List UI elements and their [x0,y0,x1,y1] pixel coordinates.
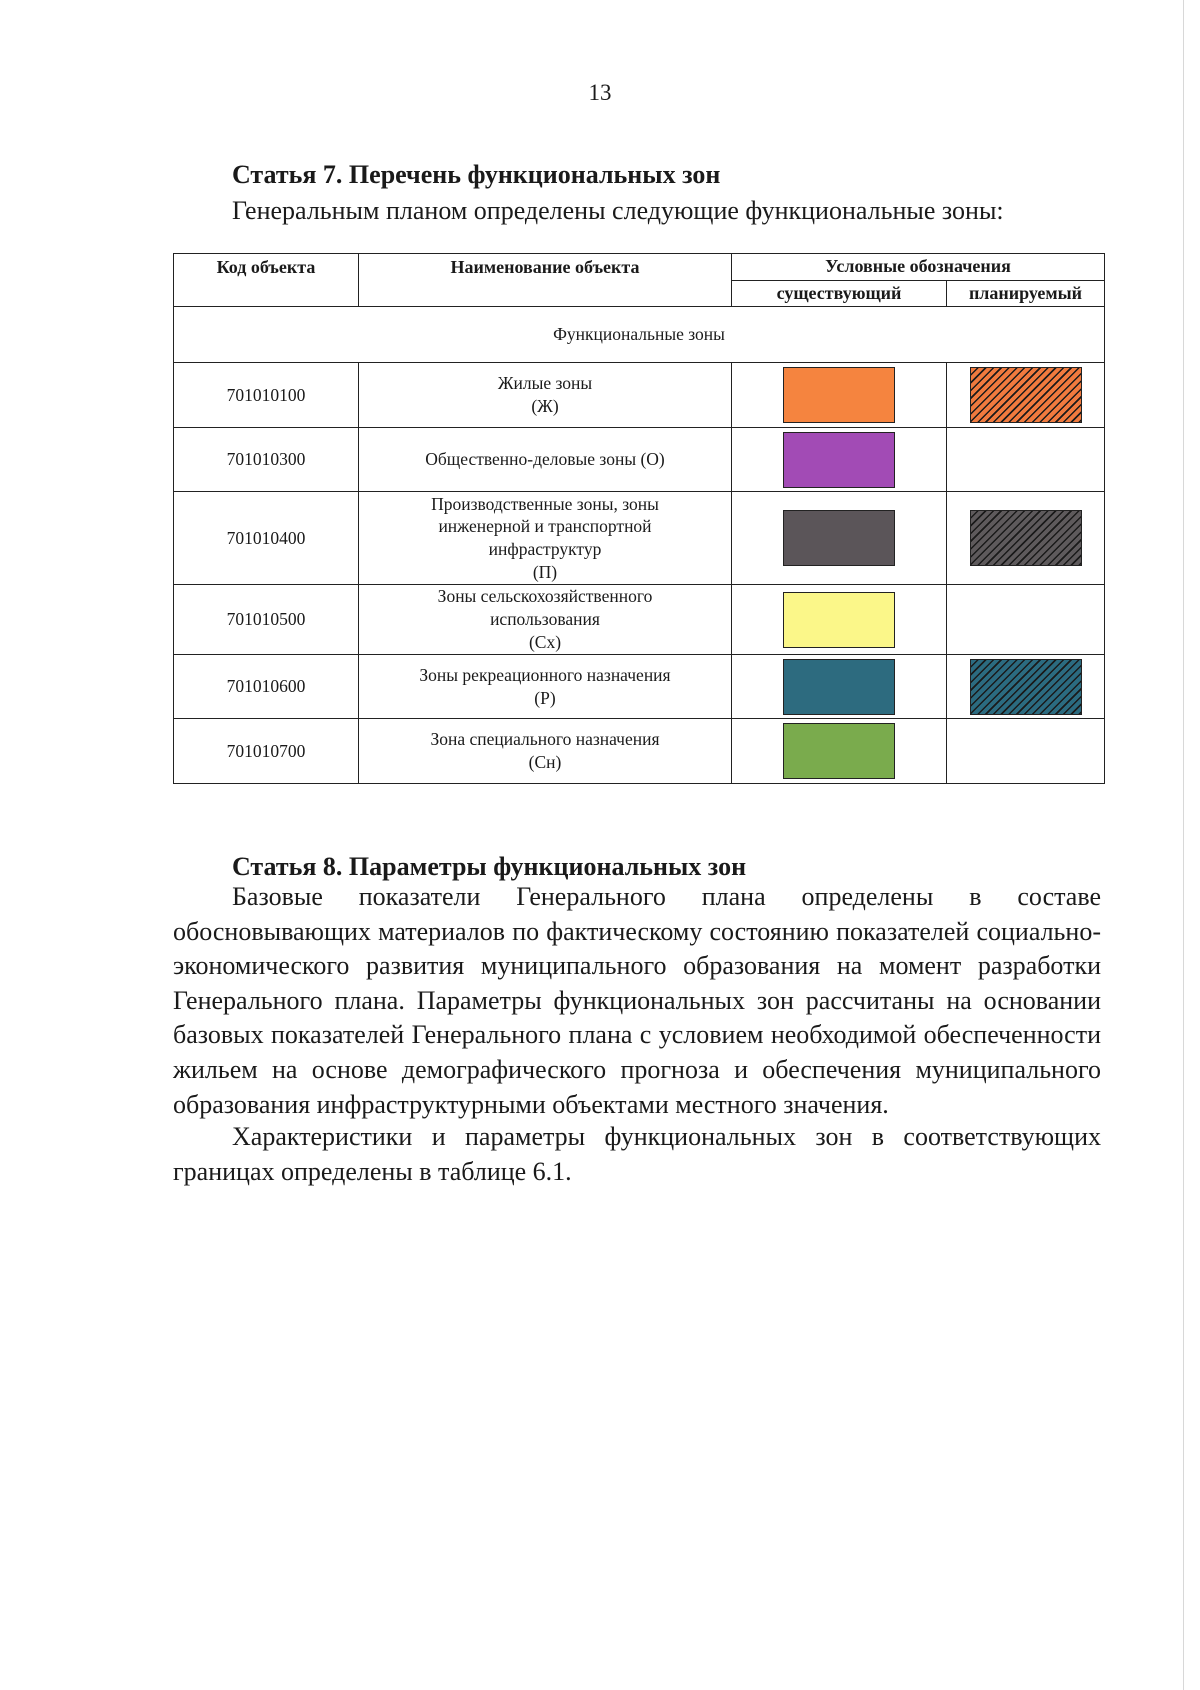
table-row [174,492,1105,585]
table-row [174,585,1105,655]
existing-zone-swatch [783,510,895,566]
existing-symbol-cell [732,655,947,719]
planned-symbol-cell [947,655,1105,719]
existing-zone-swatch [783,659,895,715]
functional-zones-table [173,253,1105,784]
existing-symbol-cell [732,363,947,428]
existing-symbol-cell [732,719,947,784]
page-number: 13 [588,80,612,105]
table-row [174,719,1105,784]
planned-symbol-cell [947,363,1105,428]
table-row [174,655,1105,719]
article-7-intro: Генеральным планом определены следующие функциональные зоны: [232,196,1004,225]
article-8-paragraph-2: Характеристики и параметры функциональных зон в соответствующих границах определены в таблице 6.1. [173,1122,1101,1186]
zone-code: 701010500 [174,585,359,655]
article-7-title: Статья 7. Перечень функциональных зон [232,160,721,189]
zone-name: Производственные зоны, зоны инженерной и транспортной инфраструктур (П) [359,492,732,585]
existing-symbol-cell [732,428,947,492]
planned-symbol-cell [947,585,1105,655]
planned-symbol-cell [947,719,1105,784]
zone-code: 701010300 [174,428,359,492]
table-row [174,363,1105,428]
planned-zone-hatched-swatch [970,659,1082,715]
existing-zone-swatch [783,367,895,423]
existing-zone-swatch [783,592,895,648]
table-row [174,428,1105,492]
planned-zone-hatched-swatch [970,510,1082,566]
zone-code: 701010700 [174,719,359,784]
zone-name: Зона специального назначения (Сн) [359,719,732,784]
article-8-paragraph-1: Базовые показатели Генерального плана определены в составе обосновывающих материалов по фактическому состоянию показателей социально-экономического развития муниципального образования на момент разработки Генерального плана. Параметры функциональных зон рассчитаны на основании базовых показателей Генерального плана с условием необходимой обеспеченности жильем на основе демографического прогноза и обеспечения муниципального образования инфраструктурными объектами местного значения. [173,882,1101,1119]
existing-zone-swatch [783,432,895,488]
planned-symbol-cell [947,428,1105,492]
existing-zone-swatch [783,723,895,779]
scan-edge-line [1183,0,1184,1690]
planned-symbol-cell [947,492,1105,585]
section-label: Функциональные зоны [174,307,1105,363]
header-name: Наименование объекта [359,254,732,307]
header-existing: существующий [732,281,947,307]
zone-name: Зоны рекреационного назначения (Р) [359,655,732,719]
zone-name: Зоны сельскохозяйственного использования (Сх) [359,585,732,655]
zone-code: 701010100 [174,363,359,428]
article-8-title: Статья 8. Параметры функциональных зон [232,852,747,881]
header-planned: планируемый [947,281,1105,307]
zone-code: 701010600 [174,655,359,719]
header-code: Код объекта [174,254,359,307]
zone-code: 701010400 [174,492,359,585]
zone-name: Жилые зоны (Ж) [359,363,732,428]
planned-zone-hatched-swatch [970,367,1082,423]
existing-symbol-cell [732,585,947,655]
header-legend: Условные обозначения [732,254,1105,281]
existing-symbol-cell [732,492,947,585]
zone-name: Общественно-деловые зоны (О) [359,428,732,492]
